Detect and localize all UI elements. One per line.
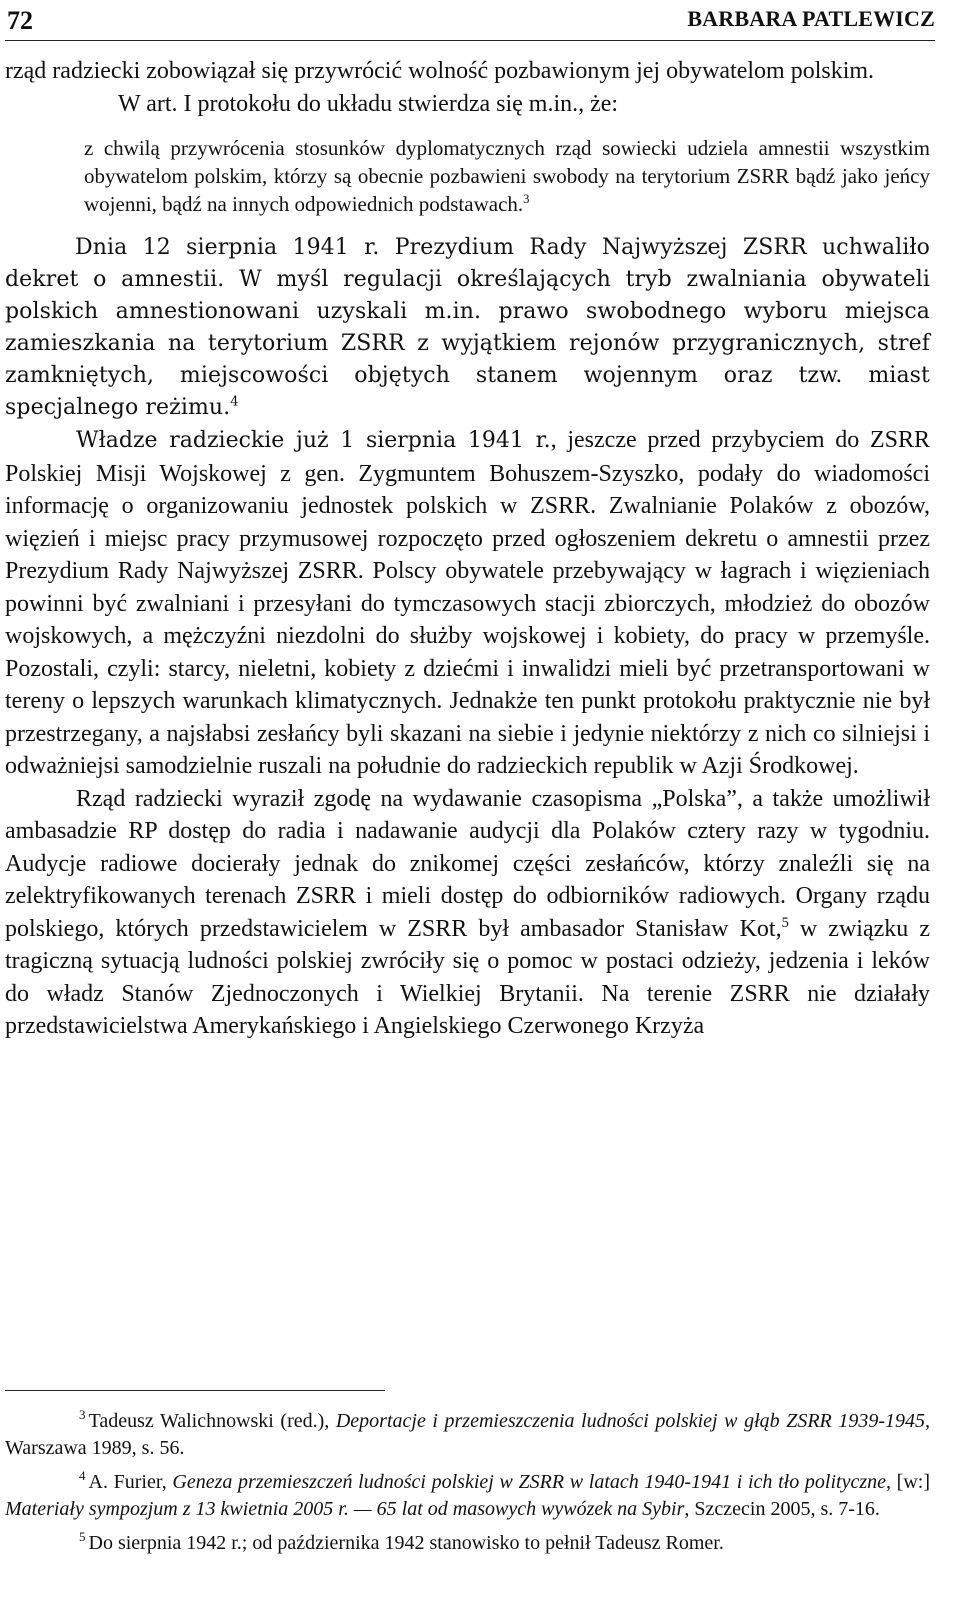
footnote-text: Warszawa 1989, s. 56.: [5, 1437, 185, 1459]
paragraph-text: w związku z tragiczną sytuacją ludności polskiej zwróciły się o pomoc w postaci odzieży, jedzenia i leków do władz Stanów Zjednoczonych i Wielkiej Brytanii. Na terenie ZSRR nie działały przedstawicielstwa Amerykańskiego i Angielskiego Czerwonego Krzyża: [5, 915, 930, 1039]
paragraph-text: Władze radzieckie już 1 sierpnia 1941 r.: [76, 428, 551, 453]
paragraph-text: Dnia 12 sierpnia 1941 r. Prezydium Rady Najwyższej ZSRR uchwaliło dekret o amnestii. W myśl regulacji określających tryb zwalniania obywateli polskich amnestionowani uzyskali m.in. prawo swobodnego wyboru miejsca zamieszkania na terytorium ZSRR z wyjątkiem rejonów przygranicznych, stref zamkniętych, miejscowości objętych stanem wojennym oraz tzw. miast specjalnego reżimu.: [5, 235, 930, 420]
footnote-number: 4: [79, 1468, 86, 1483]
footnote-title: Deportacje i przemieszczenia ludności polskiej w głąb ZSRR 1939-1945,: [335, 1410, 930, 1432]
footnote-number: 3: [79, 1407, 86, 1422]
paragraph: [5, 232, 930, 424]
main-text: [5, 56, 930, 1043]
footnote-ref[interactable]: 3: [523, 192, 530, 206]
page-header: [5, 2, 935, 41]
footnote: [5, 1523, 930, 1557]
footnote: [5, 1401, 930, 1462]
paragraph: [5, 424, 930, 783]
footnote-number: 5: [79, 1529, 86, 1544]
quote-text: z chwilą przywrócenia stosunków dyplomatycznych rząd sowiecki udziela amnestii wszystkim obywatelom polskim, którzy są obecnie pozbawieni swobody na terytorium ZSRR bądź jako jeńcy wojenni, bądź na innych odpowiednich podstawach.: [84, 136, 930, 216]
footnote: [5, 1462, 930, 1523]
footnotes: [5, 1401, 930, 1557]
footnote-text: Tadeusz Walichnowski (red.),: [88, 1410, 336, 1432]
paragraph: W art. I protokołu do układu stwierdza się m.in., że:: [118, 91, 619, 117]
block-quote: [84, 134, 930, 218]
paragraph: [5, 783, 930, 1043]
footnote-text: , [w:]: [886, 1471, 930, 1493]
paragraph: rząd radziecki zobowiązał się przywrócić wolność pozbawionym jej obywatelom polskim.: [5, 58, 875, 84]
running-title: BARBARA PATLEWICZ: [687, 6, 935, 31]
footnote-divider: [5, 1390, 385, 1391]
footnote-ref[interactable]: 4: [230, 394, 239, 410]
footnote-text: Do sierpnia 1942 r.; od października 1942 stanowisko to pełnił Tadeusz Romer.: [88, 1532, 724, 1554]
footnote-title: Geneza przemieszczeń ludności polskiej w ZSRR w latach 1940-1941 i ich tło polityczne: [172, 1471, 886, 1493]
paragraph-text: , jeszcze przed przybyciem do ZSRR Polskiej Misji Wojskowej z gen. Zygmuntem Bohuszem-Szyszko, podały do wiadomości informację o organizowaniu jednostek polskich w ZSRR. Zwalnianie Polaków z obozów, więzień i miejsc pracy przymusowej rozpoczęto przed ogłoszeniem dekretu o amnestii przez Prezydium Rady Najwyższej ZSRR. Polscy obywatele przebywający w łagrach i więzieniach powinni być zwalniani i przesyłani do tymczasowych stacji zbiorczych, młodzież do obozów wojskowych, a mężczyźni niezdolni do służby wojskowej i kobiety, do pracy w przemyśle. Pozostali, czyli: starcy, nieletni, kobiety z dziećmi i inwalidzi mieli być przetransportowani w tereny o lepszych warunkach klimatycznych. Jednakże ten punkt protokołu praktycznie nie był przestrzegany, a najsłabsi zesłańcy byli skazani na siebie i jedynie niektórzy z nich co silniejsi i odważniejsi samodzielnie ruszali na południe do radzieckich republik w Azji Środkowej.: [5, 427, 931, 779]
footnote-ref[interactable]: 5: [781, 914, 789, 931]
footnote-text: A. Furier,: [88, 1471, 173, 1493]
footnote-title: Materiały sympozjum z 13 kwietnia 2005 r. — 65 lat od masowych wywózek na Sybir: [5, 1498, 685, 1520]
page-number: 72: [7, 6, 33, 35]
footnote-text: , Szczecin 2005, s. 7-16.: [684, 1498, 880, 1520]
paragraph-text: Rząd radziecki wyraził zgodę na wydawanie czasopisma „Polska”, a także umożliwił ambasadzie RP dostęp do radia i nadawanie audycji dla Polaków cztery razy w tygodniu. Audycje radiowe docierały jednak do znikomej części zesłańców, którzy znaleźli się na zelektryfikowanych terenach ZSRR i mieli dostęp do odbiorników radiowych. Organy rządu polskiego, których przedstawicielem w ZSRR był ambasador Stanisław Kot,: [5, 785, 930, 942]
